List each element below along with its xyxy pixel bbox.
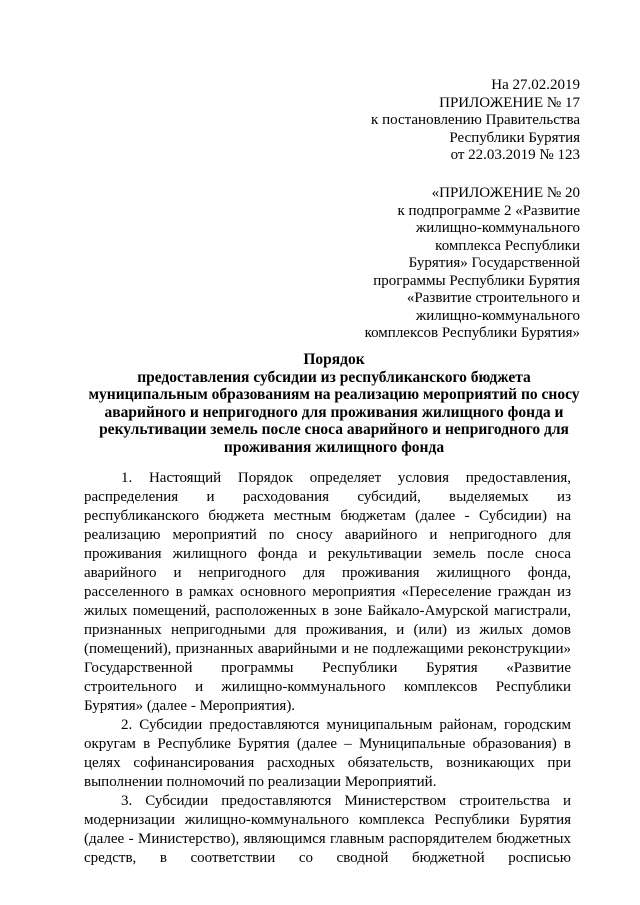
title-line: Порядок — [303, 351, 365, 368]
meta-line: от 22.03.2019 № 123 — [450, 147, 580, 163]
appendix-line: «ПРИЛОЖЕНИЕ № 20 — [431, 185, 580, 201]
paragraph-line: Бурятия» (далее - Мероприятия). — [84, 698, 296, 714]
title-line: аварийного и непригодного для проживания жилищного фонда и — [104, 403, 564, 421]
paragraph-line: 3. Субсидии предоставляются Министерством строительства и — [121, 793, 571, 809]
paragraph-line: реализацию мероприятий по сносу аварийного и непригодного для — [84, 527, 571, 543]
paragraph-line: жилых помещений, расположенных в зоне Байкало-Амурской магистрали, — [84, 603, 571, 619]
paragraph-line: выполнении полномочий по реализации Мероприятий. — [84, 774, 437, 790]
appendix-reference-block — [365, 185, 580, 343]
paragraph-line: Государственной программы Республики Бурятия «Развитие — [84, 660, 571, 676]
paragraph-line: признанных непригодными для проживания, и (или) из жилых домов — [84, 622, 571, 638]
title-line: муниципальным образованиям на реализацию мероприятий по сносу — [88, 386, 580, 403]
appendix-line: Бурятия» Государственной — [408, 255, 580, 271]
paragraph-line: республиканского бюджета местным бюджетам (далее - Субсидии) на — [84, 508, 571, 524]
paragraph-line: строительного и жилищно-коммунального комплексов Республики — [84, 679, 571, 695]
document-body — [84, 469, 571, 868]
paragraph-line: распределения и расходования субсидий, выделяемых из — [84, 489, 571, 505]
paragraph-line: 2. Субсидии предоставляются муниципальным районам, городским — [121, 717, 571, 733]
title-line: рекультивации земель после сноса аварийного и непригодного для — [99, 421, 569, 438]
meta-line: ПРИЛОЖЕНИЕ № 17 — [439, 94, 580, 111]
paragraph-2 — [84, 716, 571, 792]
paragraph-line: (далее - Министерство), являющимся главным распорядителем бюджетных — [84, 831, 571, 847]
meta-line: На 27.02.2019 — [491, 77, 580, 93]
paragraph-line: проживания жилищного фонда и рекультивации земель после сноса — [84, 546, 571, 562]
meta-line: к постановлению Правительства — [371, 112, 580, 128]
paragraph-line: 1. Настоящий Порядок определяет условия предоставления, — [121, 470, 571, 486]
appendix-line: жилищно-коммунального — [415, 307, 580, 324]
paragraph-1 — [84, 469, 571, 716]
paragraph-line: целях софинансирования расходных обязательств, возникающих при — [84, 755, 571, 771]
paragraph-line: расселенного в рамках основного мероприятия «Переселение граждан из — [84, 584, 571, 600]
appendix-line: программы Республики Бурятия — [373, 272, 580, 289]
appendix-line: к подпрограмме 2 «Развитие — [397, 202, 580, 219]
appendix-line: «Развитие строительного и — [406, 290, 580, 306]
document-title — [84, 351, 584, 456]
paragraph-3 — [84, 792, 571, 868]
paragraph-line: модернизации жилищно-коммунального комплекса Республики Бурятия — [84, 812, 571, 828]
paragraph-line: (помещений), признанных аварийными и не подлежащими реконструкции» — [84, 641, 571, 657]
meta-line: Республики Бурятия — [449, 129, 580, 146]
paragraph-line: средств, в соответствии со сводной бюджетной росписью — [84, 850, 571, 866]
title-line: проживания жилищного фонда — [223, 438, 445, 456]
title-line: предоставления субсидии из республиканского бюджета — [137, 368, 531, 386]
document-meta-block — [371, 77, 580, 165]
appendix-line: жилищно-коммунального — [415, 220, 580, 236]
appendix-line: комплексов Республики Бурятия» — [364, 325, 580, 341]
paragraph-line: аварийного и непригодного для проживания жилищного фонда, — [84, 565, 571, 581]
appendix-line: комплекса Республики — [435, 237, 580, 254]
paragraph-line: округам в Республике Бурятия (далее – Муниципальные образования) в — [84, 736, 571, 752]
